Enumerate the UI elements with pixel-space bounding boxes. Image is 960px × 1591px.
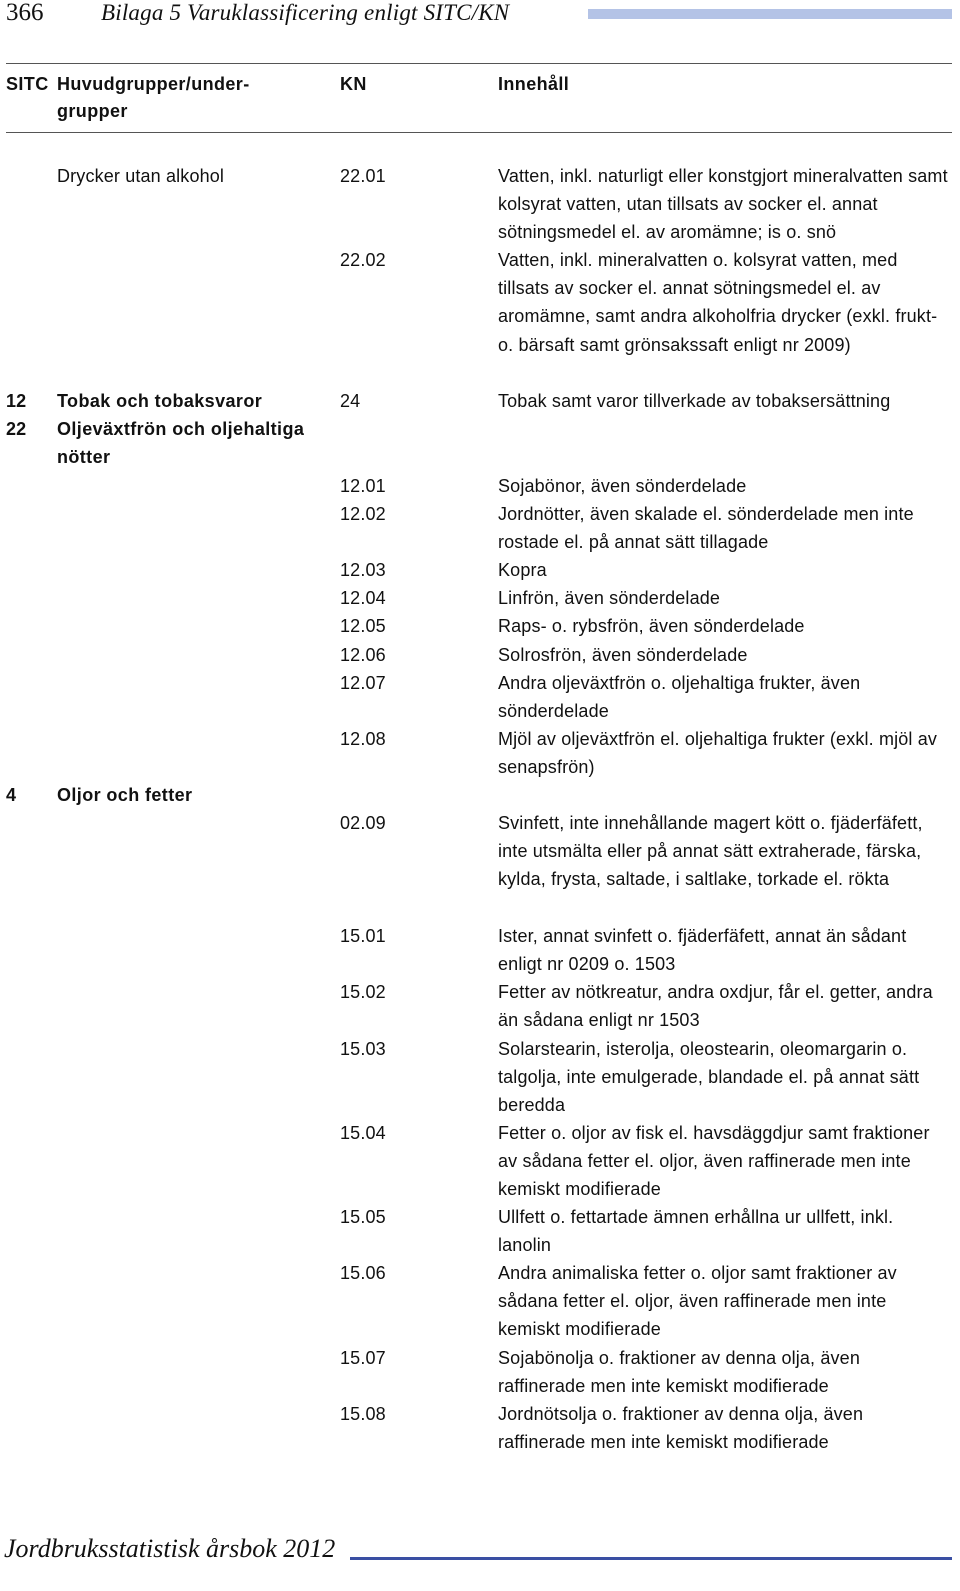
content-text: Raps- o. rybsfrön, även sönderdelade <box>498 616 805 636</box>
content-text: Andra oljeväxtfrön o. oljehaltiga frukter, även sönderdelade <box>498 673 861 722</box>
table-top-rule <box>6 63 952 64</box>
column-header-kn: KN <box>340 74 367 94</box>
header-accent-bar <box>588 9 952 19</box>
content-text: Fetter o. oljor av fisk el. havsdäggdjur samt fraktioner av sådana fetter el. oljor, även raffinerade men inte kemiskt modifierade <box>498 1123 930 1200</box>
content-text: Sojabönor, även sönderdelade <box>498 476 747 496</box>
column-header-group-line2: grupper <box>57 101 128 121</box>
content-text: Kopra <box>498 560 547 580</box>
kn-code: 12.04 <box>340 588 386 608</box>
content-text: Ister, annat svinfett o. fjäderfäfett, annat än sådant enligt nr 0209 o. 1503 <box>498 926 907 975</box>
kn-code: 15.01 <box>340 926 386 946</box>
kn-code: 15.03 <box>340 1039 386 1059</box>
page-footer <box>0 1532 960 1591</box>
kn-code: 12.02 <box>340 504 386 524</box>
kn-code: 12.05 <box>340 616 386 636</box>
column-header-sitc: SITC <box>6 74 49 94</box>
content-text: Sojabönolja o. fraktioner av denna olja, även raffinerade men inte kemiskt modifierade <box>498 1348 860 1397</box>
group-name: Oljeväxtfrön och oljehaltiga nötter <box>57 419 305 468</box>
kn-code: 15.02 <box>340 982 386 1002</box>
content-text: Fetter av nötkreatur, andra oxdjur, får el. getter, andra än sådana enligt nr 1503 <box>498 982 933 1031</box>
content-text: Mjöl av oljeväxtfrön el. oljehaltiga frukter (exkl. mjöl av senapsfrön) <box>498 729 938 778</box>
kn-code: 12.08 <box>340 729 386 749</box>
content-text: Ullfett o. fettartade ämnen erhållna ur ullfett, inkl. lanolin <box>498 1207 894 1256</box>
content-text: Tobak samt varor tillverkade av tobaksersättning <box>498 391 891 411</box>
kn-code: 15.08 <box>340 1404 386 1424</box>
kn-code: 22.01 <box>340 166 386 186</box>
group-name: Drycker utan alkohol <box>57 166 225 186</box>
content-text: Linfrön, även sönderdelade <box>498 588 721 608</box>
sitc-code: 22 <box>6 419 27 439</box>
group-name: Tobak och tobaksvaror <box>57 391 263 411</box>
content-text: Andra animaliska fetter o. oljor samt fraktioner av sådana fetter el. oljor, även raffinerade men inte kemiskt modifierade <box>498 1263 897 1340</box>
page-number: 366 <box>6 0 44 26</box>
footer-title: Jordbruksstatistisk årsbok 2012 <box>4 1534 336 1563</box>
column-header-content: Innehåll <box>498 74 570 94</box>
sitc-code: 4 <box>6 785 17 805</box>
kn-code: 12.07 <box>340 673 386 693</box>
kn-code: 15.05 <box>340 1207 386 1227</box>
content-text: Vatten, inkl. naturligt eller konstgjort mineralvatten samt kolsyrat vatten, utan tillsats av socker el. annat sötningsmedel el. av aromämne; is o. snö <box>498 166 948 243</box>
kn-code: 15.07 <box>340 1348 386 1368</box>
kn-code: 12.06 <box>340 645 386 665</box>
table-header-rule <box>6 132 952 133</box>
kn-code: 12.01 <box>340 476 386 496</box>
content-text: Solrosfrön, även sönderdelade <box>498 645 748 665</box>
page-header <box>0 0 960 30</box>
running-title: Bilaga 5 Varuklassificering enligt SITC/KN <box>101 0 510 25</box>
kn-code: 22.02 <box>340 250 386 270</box>
content-text: Jordnötter, även skalade el. sönderdelade men inte rostade el. på annat sätt tillagade <box>498 504 914 553</box>
kn-code: 12.03 <box>340 560 386 580</box>
group-name: Oljor och fetter <box>57 785 193 805</box>
footer-rule <box>350 1557 952 1560</box>
kn-code: 02.09 <box>340 813 386 833</box>
column-header-group-line1: Huvudgrupper/under- <box>57 74 250 94</box>
content-text: Svinfett, inte innehållande magert kött o. fjäderfäfett, inte utsmälta eller på annat sätt extraherade, färska, kylda, frysta, saltade, i saltlake, torkade el. rökta <box>498 813 923 890</box>
kn-code: 15.06 <box>340 1263 386 1283</box>
kn-code: 15.04 <box>340 1123 386 1143</box>
content-text: Solarstearin, isterolja, oleostearin, oleomargarin o. talgolja, inte emulgerade, blandade el. på annat sätt beredda <box>498 1039 920 1116</box>
content-text: Jordnötsolja o. fraktioner av denna olja, även raffinerade men inte kemiskt modifierade <box>498 1404 864 1453</box>
sitc-code: 12 <box>6 391 27 411</box>
content-text: Vatten, inkl. mineralvatten o. kolsyrat vatten, med tillsats av socker el. annat sötningsmedel el. av aromämne, samt andra alkoholfria drycker (exkl. frukt- o. bärsaft samt grönsakssaft enligt nr 2009) <box>498 250 938 355</box>
kn-code: 24 <box>340 391 361 411</box>
